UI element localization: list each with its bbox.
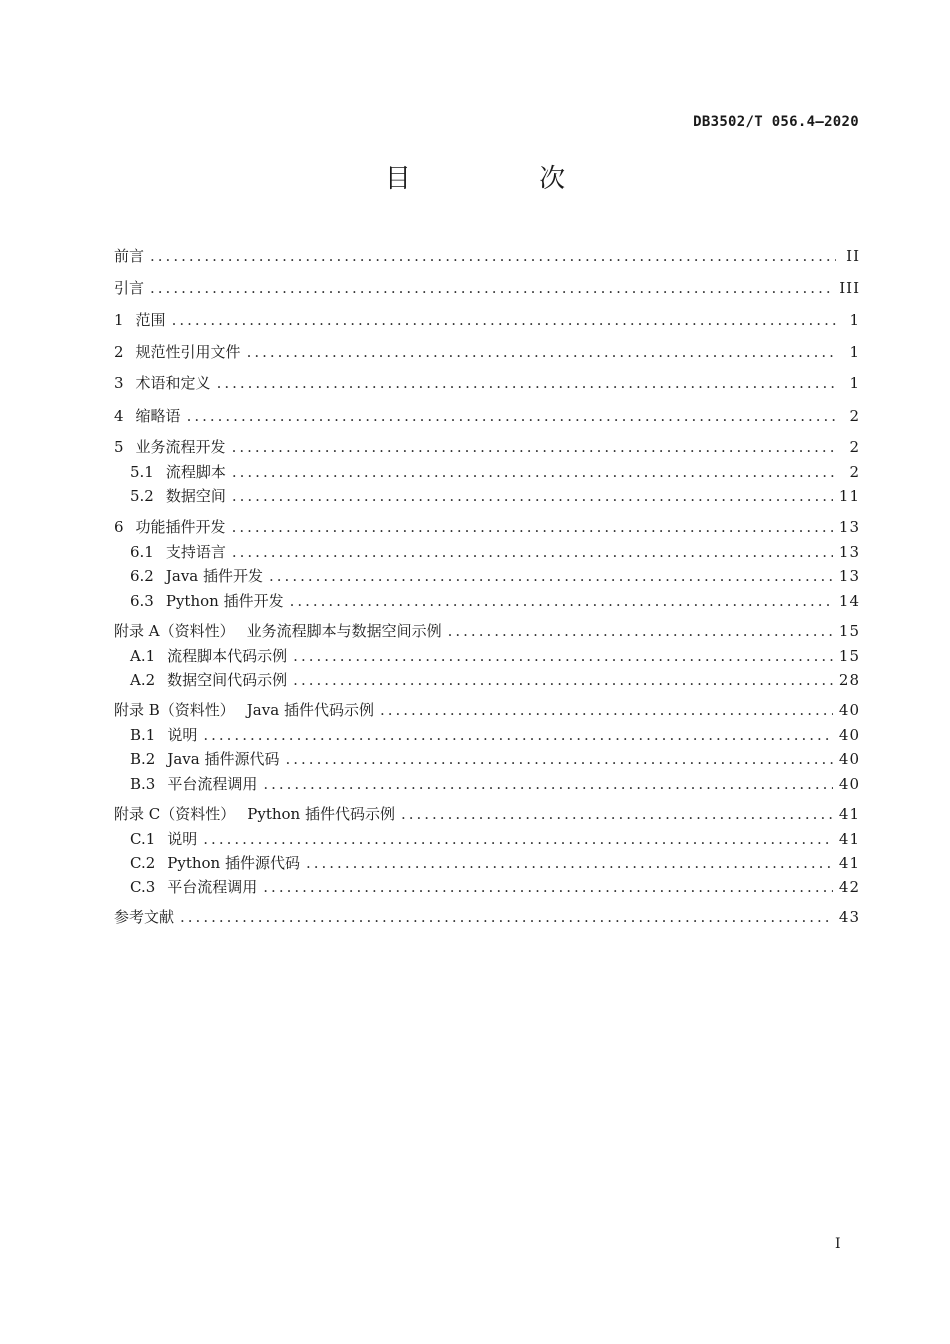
dot-leader — [232, 515, 833, 539]
toc-entry[interactable] — [114, 404, 860, 428]
toc-entry-page: 1 — [849, 311, 860, 329]
toc-entry[interactable] — [114, 276, 860, 300]
dot-leader — [203, 827, 833, 851]
dot-leader — [232, 460, 836, 484]
toc-entry[interactable] — [114, 619, 860, 643]
toc-entry-page: 40 — [838, 701, 860, 719]
toc-entry-text — [114, 515, 226, 539]
toc-entry-label: Python 插件开发 — [165, 592, 284, 610]
toc-entry-number: 1 — [114, 311, 124, 329]
toc-entry[interactable] — [114, 484, 860, 508]
toc-entry[interactable] — [114, 698, 860, 722]
dot-leader — [232, 435, 836, 459]
dot-leader — [217, 371, 836, 395]
toc-entry-text — [114, 723, 197, 747]
toc-entry-label: 功能插件开发 — [135, 518, 226, 536]
toc-entry-page: III — [839, 279, 860, 297]
toc-entry-text — [114, 540, 226, 564]
toc-entry-number: 5 — [114, 438, 124, 456]
toc-entry-label: 缩略语 — [135, 407, 181, 425]
toc-entry-number: 3 — [114, 374, 124, 392]
toc-entry-page: 40 — [838, 775, 860, 793]
toc-entry-text — [114, 644, 287, 668]
toc-entry-text — [114, 564, 263, 588]
toc-entry-text — [114, 802, 395, 826]
dot-leader — [269, 564, 833, 588]
dot-leader — [448, 619, 833, 643]
toc-entry-text — [114, 404, 181, 428]
toc-entry-page: 1 — [849, 343, 860, 361]
dot-leader — [172, 308, 836, 332]
toc-entry-label: Python 插件代码示例 — [247, 805, 395, 823]
dot-leader — [263, 772, 833, 796]
toc-entry-page: 13 — [838, 543, 860, 561]
toc-entry-page: 42 — [838, 878, 860, 896]
dot-leader — [203, 723, 833, 747]
toc-entry[interactable] — [114, 435, 860, 459]
toc-entry-page: 2 — [849, 463, 860, 481]
toc-entry-text — [114, 747, 280, 771]
toc-entry-text — [114, 460, 226, 484]
toc-entry-page: 41 — [838, 805, 860, 823]
toc-entry-label: Java 插件开发 — [165, 567, 264, 585]
toc-entry-label: 数据空间 — [165, 487, 226, 505]
toc-entry-page: 14 — [838, 592, 860, 610]
dot-leader — [180, 905, 833, 929]
toc-entry-text — [114, 308, 166, 332]
toc-entry-text — [114, 905, 174, 929]
toc-entry-number: B.3 — [130, 775, 156, 793]
toc-entry-page: 40 — [838, 750, 860, 768]
toc-entry-number: 6 — [114, 518, 124, 536]
toc-entry-text — [114, 851, 300, 875]
toc-entry[interactable] — [114, 747, 860, 771]
toc-entry[interactable] — [114, 340, 860, 364]
toc-entry-page: 13 — [838, 567, 860, 585]
toc-entry-number: 附录 C（资料性） — [114, 805, 236, 823]
toc-entry[interactable] — [114, 644, 860, 668]
toc-entry-label: 业务流程开发 — [135, 438, 226, 456]
toc-entry-text — [114, 340, 241, 364]
toc-entry[interactable] — [114, 540, 860, 564]
toc-entry-label: Java 插件源代码 — [167, 750, 280, 768]
toc-entry[interactable] — [114, 905, 860, 929]
toc-entry-number: 4 — [114, 407, 124, 425]
toc-entry-label: 数据空间代码示例 — [167, 671, 288, 689]
toc-entry-page: 1 — [849, 374, 860, 392]
toc-entry-label: 流程脚本代码示例 — [167, 647, 288, 665]
toc-entry-page: 15 — [838, 647, 860, 665]
toc-entry-label: Java 插件代码示例 — [246, 701, 374, 719]
toc-entry-number: 6.3 — [130, 592, 154, 610]
toc-entry-text — [114, 371, 211, 395]
dot-leader — [306, 851, 833, 875]
toc-entry[interactable] — [114, 875, 860, 899]
page-number: I — [835, 1236, 841, 1252]
toc-entry-page: 2 — [849, 438, 860, 456]
toc-entry-page: 13 — [838, 518, 860, 536]
dot-leader — [401, 802, 833, 826]
toc-entry-label: 平台流程调用 — [167, 775, 258, 793]
dot-leader — [232, 484, 833, 508]
toc-entry[interactable] — [114, 244, 860, 268]
toc-entry-label: 参考文献 — [114, 908, 175, 926]
dot-leader — [263, 875, 833, 899]
toc-entry-text — [114, 772, 257, 796]
dot-leader — [150, 276, 833, 300]
toc-entry-text — [114, 875, 257, 899]
toc-entry-label: 前言 — [114, 247, 145, 265]
toc-entry[interactable] — [114, 723, 860, 747]
toc-entry[interactable] — [114, 772, 860, 796]
toc-entry[interactable] — [114, 802, 860, 826]
dot-leader — [286, 747, 833, 771]
dot-leader — [290, 589, 833, 613]
toc-entry-label: 支持语言 — [165, 543, 226, 561]
toc-entry-text — [114, 435, 226, 459]
toc-entry-text — [114, 698, 374, 722]
toc-entry-text — [114, 827, 197, 851]
toc-entry-number: C.2 — [130, 854, 156, 872]
toc-entry-number: 附录 A（资料性） — [114, 622, 235, 640]
dot-leader — [247, 340, 836, 364]
toc-entry-number: 附录 B（资料性） — [114, 701, 235, 719]
toc-entry-label: 引言 — [114, 279, 145, 297]
toc-entry-page: 28 — [838, 671, 860, 689]
toc-entry-number: C.1 — [130, 830, 156, 848]
dot-leader — [150, 244, 836, 268]
toc-entry-number: B.2 — [130, 750, 156, 768]
toc-entry-label: 说明 — [167, 830, 198, 848]
dot-leader — [232, 540, 833, 564]
toc-entry-number: B.1 — [130, 726, 156, 744]
toc-entry-number: A.1 — [130, 647, 156, 665]
toc-entry-page: 41 — [838, 830, 860, 848]
toc-entry[interactable] — [114, 460, 860, 484]
dot-leader — [293, 644, 833, 668]
toc-entry[interactable] — [114, 564, 860, 588]
toc-entry-page: 2 — [849, 407, 860, 425]
toc-entry-number: 6.1 — [130, 543, 154, 561]
toc-entry-label: 业务流程脚本与数据空间示例 — [246, 622, 442, 640]
toc-entry[interactable] — [114, 515, 860, 539]
toc-entry-page: 41 — [838, 854, 860, 872]
toc-entry[interactable] — [114, 308, 860, 332]
toc-entry[interactable] — [114, 827, 860, 851]
toc-entry[interactable] — [114, 589, 860, 613]
dot-leader — [380, 698, 833, 722]
toc-entry-label: 说明 — [167, 726, 198, 744]
toc-entry-page: 11 — [838, 487, 860, 505]
toc-entry-label: 范围 — [135, 311, 166, 329]
toc-entry-page: 43 — [838, 908, 860, 926]
toc-entry[interactable] — [114, 851, 860, 875]
toc-entry-text — [114, 276, 144, 300]
toc-entry-text — [114, 619, 442, 643]
toc-entry-label: 规范性引用文件 — [135, 343, 241, 361]
document-id: DB3502/T 056.4—2020 — [693, 114, 859, 130]
toc-entry[interactable] — [114, 371, 860, 395]
toc-entry-number: 5.1 — [130, 463, 154, 481]
toc-entry-number: 2 — [114, 343, 124, 361]
toc-entry-number: A.2 — [130, 671, 156, 689]
dot-leader — [187, 404, 836, 428]
toc-entry-page: 40 — [838, 726, 860, 744]
toc-entry-page: 15 — [838, 622, 860, 640]
toc-entry-label: 术语和定义 — [135, 374, 211, 392]
toc-entry[interactable] — [114, 668, 860, 692]
toc-entry-number: 5.2 — [130, 487, 154, 505]
toc-entry-label: 流程脚本 — [165, 463, 226, 481]
toc-entry-text — [114, 484, 226, 508]
toc-entry-number: C.3 — [130, 878, 156, 896]
toc-entry-label: Python 插件源代码 — [167, 854, 300, 872]
page-title: 目 次 — [384, 164, 626, 194]
toc-entry-text — [114, 589, 284, 613]
toc-entry-text — [114, 668, 287, 692]
toc-entry-number: 6.2 — [130, 567, 154, 585]
toc-entry-page: II — [846, 247, 860, 265]
dot-leader — [293, 668, 833, 692]
toc-entry-label: 平台流程调用 — [167, 878, 258, 896]
toc-entry-text — [114, 244, 144, 268]
